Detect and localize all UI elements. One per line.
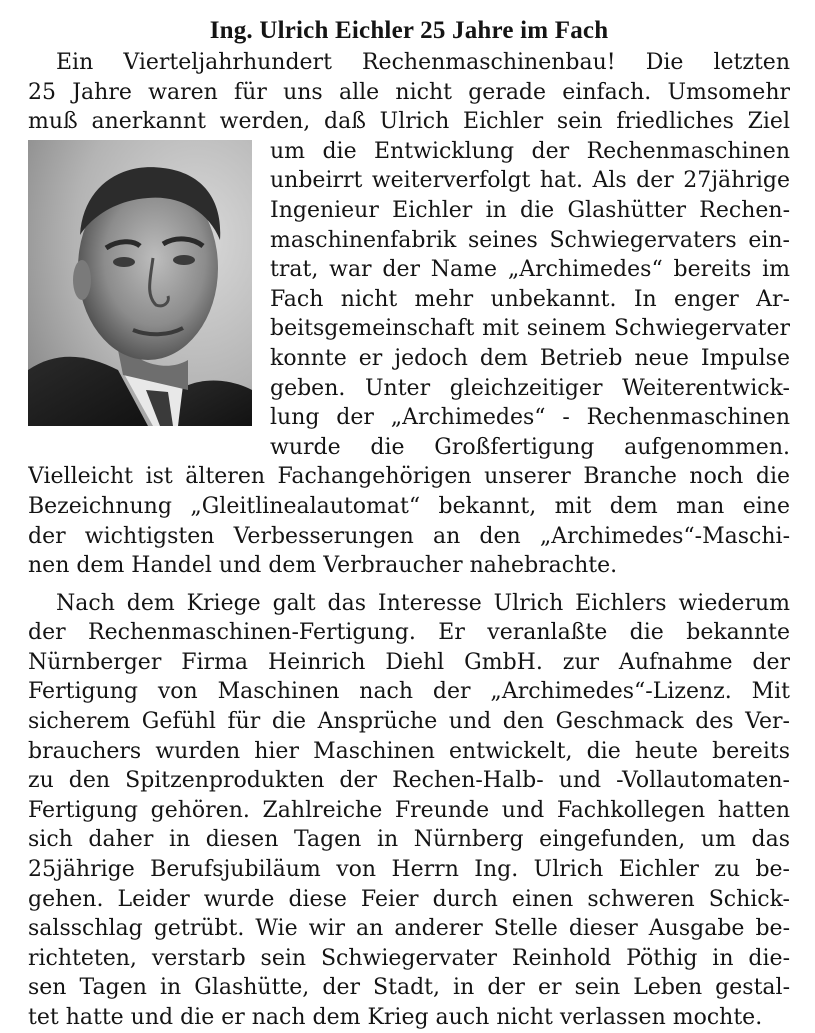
text-line: sen Tagen in Glashütte, der Stadt, in der er sein Leben gestal-: [28, 975, 790, 1001]
text-line: sicherem Gefühl für die Ansprüche und den Geschmack des Ver-: [28, 709, 790, 735]
text-line: Vielleicht ist älteren Fachangehörigen unserer Branche noch die: [28, 464, 790, 490]
text-line: wurde die Großfertigung aufgenommen.: [270, 434, 790, 460]
text-line: der wichtigsten Verbesserungen an den „Archimedes“-Maschi-: [28, 523, 790, 549]
text-line: 25jährige Berufsjubiläum von Herrn Ing. Ulrich Eichler zu be-: [28, 857, 790, 883]
text-line: Fertigung gehören. Zahlreiche Freunde und Fachkollegen hatten: [28, 797, 790, 823]
text-line: muß anerkannt werden, daß Ulrich Eichler sein friedliches Ziel: [28, 109, 790, 135]
text-line: geben. Unter gleichzeitiger Weiterentwick-: [270, 375, 790, 401]
text-line: der Rechenmaschinen-Fertigung. Er veranlaßte die bekannte: [28, 620, 790, 646]
text-line: nen dem Handel und dem Verbraucher nahebrachte.: [28, 553, 618, 579]
paragraph-2: [28, 589, 790, 1033]
portrait-photo: [28, 140, 252, 426]
text-line: Nach dem Kriege galt das Interesse Ulrich Eichlers wiederum: [56, 590, 790, 616]
text-line: Nürnberger Firma Heinrich Diehl GmbH. zur Aufnahme der: [28, 649, 790, 675]
text-line: um die Entwicklung der Rechenmaschinen: [270, 138, 790, 164]
text-line: unbeirrt weiterverfolgt hat. Als der 27jährige: [270, 168, 790, 194]
text-line: Ein Vierteljahrhundert Rechenmaschinenbau! Die letzten: [56, 50, 790, 75]
text-line: richteten, verstarb sein Schwiegervater Reinhold Pöthig in die-: [28, 945, 790, 971]
text-line: Bezeichnung „Gleitlinealautomat“ bekannt, mit dem man eine: [28, 493, 790, 519]
text-line: sich daher in diesen Tagen in Nürnberg eingefunden, um das: [28, 827, 790, 853]
text-line: Ingenieur Eichler in die Glashütter Rechen-: [270, 197, 790, 223]
text-line: Fach nicht mehr unbekannt. In enger Ar-: [270, 286, 790, 312]
text-line: trat, war der Name „Archimedes“ bereits im: [270, 257, 790, 283]
text-line: gehen. Leider wurde diese Feier durch einen schweren Schick-: [28, 886, 790, 912]
article: [28, 14, 790, 1033]
text-line: tet hatte und die er nach dem Krieg auch nicht verlassen mochte.: [28, 1005, 763, 1030]
text-line: zu den Spitzenprodukten der Rechen-Halb- und -Vollautomaten-: [28, 768, 790, 794]
text-line: Fertigung von Maschinen nach der „Archimedes“-Lizenz. Mit: [28, 679, 790, 705]
text-line: lung der „Archimedes“ - Rechenmaschinen: [270, 405, 790, 431]
text-line: maschinenfabrik seines Schwiegervaters ein-: [270, 227, 790, 253]
article-title: Ing. Ulrich Eichler 25 Jahre im Fach: [209, 17, 609, 44]
text-line: brauchers wurden hier Maschinen entwickelt, die heute bereits: [28, 738, 790, 764]
paragraph-spacer: [28, 581, 790, 589]
text-line: beitsgemeinschaft mit seinem Schwiegervater: [270, 316, 790, 342]
text-line: salsschlag getrübt. Wie wir an anderer Stelle dieser Ausgabe be-: [28, 916, 790, 942]
text-line: 25 Jahre waren für uns alle nicht gerade einfach. Umsomehr: [28, 79, 790, 105]
text-line: konnte er jedoch dem Betrieb neue Impulse: [270, 345, 790, 371]
